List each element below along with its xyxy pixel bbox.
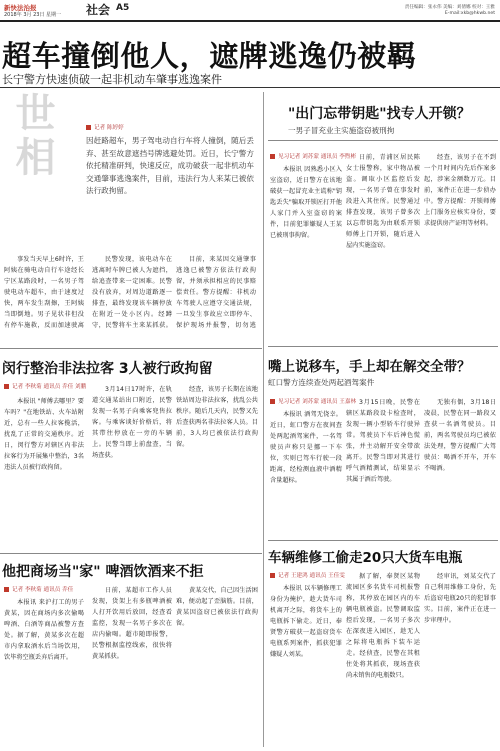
lead-body-right: 目前，来某因交通肇事逃逸已被警方依法行政拘留，并须承担相应的民事赔偿责任。警方提醒：非机动车驾驶人应遵守交通法规，一旦发生事故应立即停车、保护现场并报警，切勿逃 xyxy=(176,256,256,329)
call-body-2: 日前，青浦区居民陈女士报警称，家中物品被盗。调取小区监控后发现，一名男子曾在事发时段进入其住所。民警通过排查发现，该男子曾多次以忘带钥匙为由联系开锁师傅上门开锁，随后进入屋内实施盗窃。 xyxy=(346,154,420,249)
repair-byline: 记者 王建鸿 通讯员 王佳雯 xyxy=(270,571,420,579)
contact-email: E-mail:xkb@hkwb.net xyxy=(444,11,495,16)
section-title: 社会 xyxy=(86,3,111,17)
crackdown-headline: 闵行整治非法拉客 3人被行政拘留 xyxy=(2,361,213,377)
drink-body-3: 黄某交代，自己因生活困难，便动起了歪脑筋。目前，黄某因盗窃已被依法行政拘留。 xyxy=(176,587,258,627)
repair-headline: 车辆维修工偷走20只大货车电瓶 xyxy=(268,550,463,566)
byline-marker-icon xyxy=(4,384,9,389)
lead-headline: 超车撞倒他人，遮牌逃逸仍被羁 xyxy=(2,39,417,73)
editor-credits: 责任编辑：张永伟 美编：刘倩娜 校对：王雅 xyxy=(404,5,495,10)
phone-body-3: 无独有偶，3月18日凌晨，民警在同一路段又查获一名酒驾驶员。目前，两名驾驶员均已被依法处理，警方提醒广大驾驶员：喝酒不开车，开车不喝酒。 xyxy=(424,399,496,472)
lead-subhead: 长宁警方快速侦破一起非机动车肇事逃逸案件 xyxy=(2,73,222,86)
masthead-rule xyxy=(0,20,500,22)
phone-body-1: 本报讯 酒驾无侥幸。近日，虹口警方在夜间查处两起酒驾案件，一名驾驶员声称只是挪一下车位，实则已驾车行驶一段距离，经检测血液中酒精含量超标。 xyxy=(270,411,342,484)
call-rule xyxy=(268,140,498,141)
phone-byline: 见习记者 刘苏蒙 通讯员 王嘉林 xyxy=(270,397,420,405)
crackdown-byline: 记者 李秋菊 通讯员 乔佳 刘鹏 xyxy=(4,382,174,390)
lead-summary: 因赶路超车，男子驾电动自行车将人撞倒，随后丢弃、甚至故意遮挡号牌逃避处罚。近日，长宁警方依托精准研判，快速反应，成功破获一起非机动车交通肇事逃逸案件，目前，违法行为人来某已被依法行政拘留。 xyxy=(86,136,254,195)
crackdown-body-3: 经查，该男子长期在该地铁站周边非法拉客，扰乱公共秩序。随后几天内，民警又先后查获两名非法拉客人员。目前，3人均已被依法行政拘留。 xyxy=(176,386,258,448)
call-body-3: 经查，该男子在不到一个月时间内先后作案多起，涉案金额数万元。目前，案件正在进一步侦办中。警方提醒：开锁师傅上门服务应核实身份，要求提供房产证明等材料。 xyxy=(424,154,496,227)
lead-rule xyxy=(0,87,500,88)
phone-body-2: 3月15日晚，民警在辖区某路段设卡检查时，发现一辆小型轿车行驶异常。驾驶员下车后神色慌张，并主动解开安全带欲离开。民警当即对其进行呼气酒精测试，结果显示其属于酒后驾驶。 xyxy=(346,399,420,483)
lead-byline: 记者 陈婷婷 xyxy=(86,123,226,131)
byline-marker-icon xyxy=(86,125,91,130)
call-byline: 见习记者 刘苏蒙 通讯员 李煦彬 xyxy=(270,152,420,160)
call-body-1: 本报讯 因熟悉小区入室盗窃，近日警方在该地破获一起冒充业主谎称"钥匙丢失"骗取开锁匠打开他人家门并入室盗窃的案件，目前犯罪嫌疑人王某已被刑事拘留。 xyxy=(270,166,342,239)
byline-marker-icon xyxy=(270,399,275,404)
lead-body-left: 事发当天早上6时许，王阿姨在骑电动自行车途经长宁区某路段时，一名男子驾驶电动车超车，由于速度过快，两车发生刮擦，王阿姨当即倒地。男子见状非但没有停车施救，反而加速驶离 xyxy=(4,256,84,329)
repair-body-3: 经审讯，刘某交代了自己利用维修工身份，先后盗窃电瓶20只的犯罪事实。目前，案件正在进一步审理中。 xyxy=(424,573,496,624)
column-divider xyxy=(263,92,264,747)
drink-top-rule xyxy=(0,553,262,554)
issue-date: 2018年 3月 23日 星期一 xyxy=(4,12,62,18)
drink-headline: 他把商场当"家" 啤酒饮酒来不拒 xyxy=(2,564,204,580)
repair-body-1: 本报讯 以车辆修理工身份为掩护，趁大货车司机离开之际，将货车上的电瓶拆下偷走。近日，奉贤警方破获一起盗窃货车电瓶系列案件，抓获犯罪嫌疑人刘某。 xyxy=(270,585,342,658)
byline-marker-icon xyxy=(270,573,275,578)
byline-marker-icon xyxy=(270,154,275,159)
repair-body-2: 据了解，奉贤区某物流园区多名货车司机报警称，其停放在园区内的车辆电瓶被盗。民警调取监控后发现，一名男子多次在深夜进入园区，趁无人之际将电瓶拆下装车运走。经侦查，民警在其租住处将其抓获，现场查获尚未销售的电瓶数只。 xyxy=(346,573,420,679)
phone-top-rule xyxy=(268,346,498,347)
repair-top-rule xyxy=(268,540,498,541)
phone-subhead: 虹口警方连续查处两起酒驾案件 xyxy=(268,378,375,387)
crackdown-body-2: 3月14日17时许，在轨道交通某站出口附近，民警发现一名男子向乘客兜售拉客。与乘客谈好价格后，将其带往停放在一旁的车辆上。民警当即上前盘查，当场查获。 xyxy=(92,386,172,459)
drink-body-1: 本报讯 来沪打工的男子黄某，因在商场内多次偷喝啤酒、白酒等商品被警方查处。据了解，黄某多次在超市内拿取酒水后当场饮用，饮毕将空瓶丢弃后离开。 xyxy=(4,599,84,661)
byline-marker-icon xyxy=(4,587,9,592)
call-headline: "出门忘带钥匙"找专人开锁？ xyxy=(288,106,471,122)
paper-name: 新快法治报 xyxy=(4,4,37,12)
lead-body-mid: 民警发现，该电动车在逃离时车牌已被人为遮挡，给追查带来一定困难。民警没有放弃，对周边道路逐一排查，最终发现该车辆停放在附近一处小区内。经蹲守，民警将车主来某抓获。 xyxy=(92,256,172,329)
drink-body-2: 日前，某超市工作人员发现，货架上有多瓶啤酒被人打开饮用后放回，经查看监控，发现一名男子多次在店内偷喝。超市随即报警，民警根据监控线索，很快将黄某抓获。 xyxy=(92,587,172,660)
call-subhead: 一男子冒充业主实施盗窃被刑拘 xyxy=(288,126,395,135)
crackdown-body-1: 本报讯 "师傅去哪里？要车吗？"在地铁站、火车站附近，总有一些人拉客揽活，扰乱了正常的交通秩序。近日，闵行警方对辖区内非法拉客行为开展集中整治，3名违法人员被行政拘留。 xyxy=(4,398,84,471)
drink-byline: 记者 李秋菊 通讯员 乔佳 xyxy=(4,585,174,593)
phone-headline: 嘴上说移车，手上却在解交全带？ xyxy=(268,359,471,375)
page-number: A5 xyxy=(116,3,130,13)
masthead xyxy=(0,0,500,20)
lead-watermark: 世相 xyxy=(9,92,56,180)
crackdown-top-rule xyxy=(0,348,262,349)
